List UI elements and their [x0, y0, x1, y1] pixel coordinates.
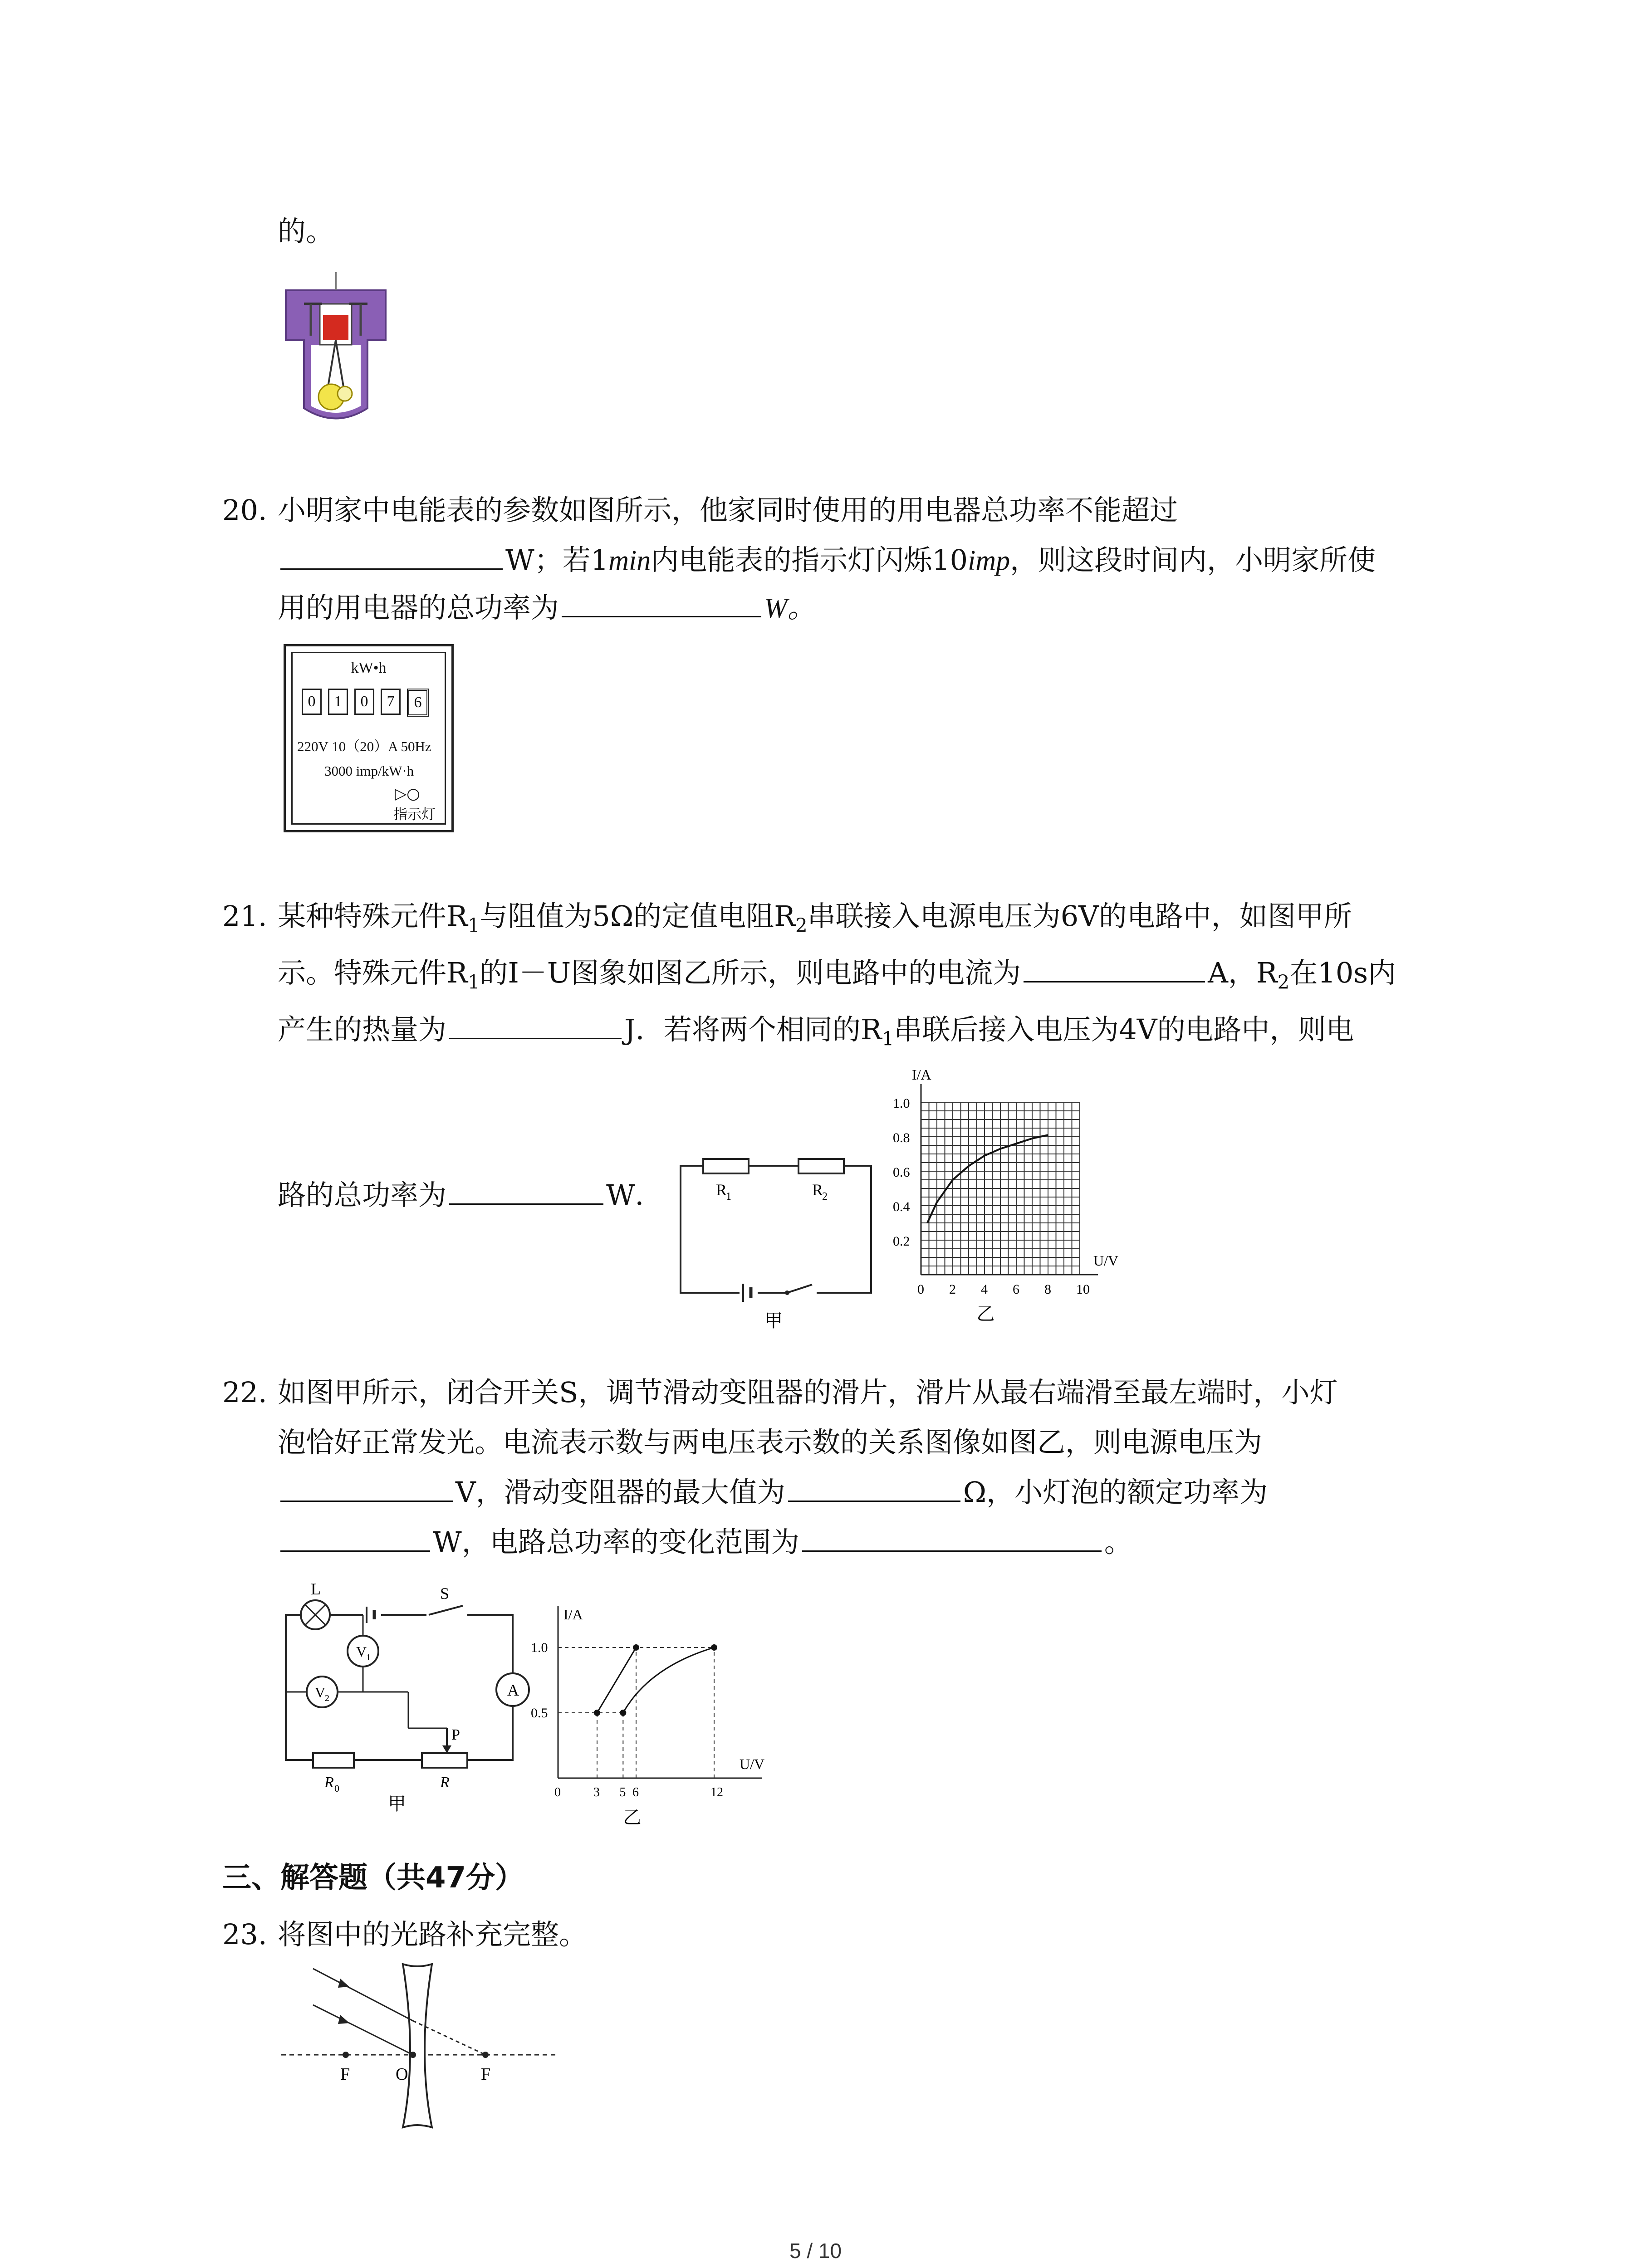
lamp-label: L [311, 1580, 321, 1598]
focus-right [482, 2052, 489, 2058]
q20-line2-b: 内电能表的指示灯闪烁10 [651, 543, 968, 577]
meter-digit-last: 6 [407, 689, 429, 717]
q21-line3: 产生的热量为 J．若将两个相同的$R_1$串联后接入电压为4V的电路中，则电 [278, 1013, 1354, 1050]
q20-line2-a: W；若1 [505, 543, 609, 577]
q20-line2 [278, 542, 1376, 579]
svg-text:R: R [440, 1774, 450, 1791]
data-point [633, 1644, 639, 1651]
x-tick-label: 0 [917, 1282, 924, 1297]
meter-digit: 0 [302, 689, 322, 715]
slider-label: P [451, 1726, 460, 1743]
x-tick-label: 6 [632, 1785, 639, 1799]
switch-label: S [440, 1584, 450, 1603]
q23-text: 将图中的光路补充完整。 [278, 1918, 588, 1951]
svg-text:1: 1 [726, 1191, 731, 1202]
x-tick-label: 4 [981, 1282, 988, 1297]
q22-iu-graph [531, 1583, 785, 1828]
v2-curve [623, 1647, 714, 1713]
engine-stroke-figure [277, 272, 395, 435]
data-point [594, 1710, 600, 1716]
data-point [711, 1644, 717, 1651]
q21-line4: 路的总功率为 W． [278, 1178, 663, 1212]
r1-resistor [703, 1159, 749, 1173]
y-tick-label: 0.2 [893, 1234, 910, 1249]
x-tick-label: 5 [619, 1785, 626, 1799]
q22-line3: V，滑动变阻器的最大值为 Ω，小灯泡的额定功率为 [278, 1474, 1268, 1510]
q22-blank-2[interactable] [788, 1497, 960, 1502]
q22-blank-3[interactable] [280, 1547, 430, 1552]
q21-yi-caption: 乙 [976, 1304, 995, 1325]
r1-label: R [716, 1181, 727, 1199]
q22-line2: 泡恰好正常发光。电流表示数与两电压表示数的关系图像如图乙，则电源电压为 [278, 1426, 1263, 1459]
y-tick-label: 0.5 [531, 1706, 548, 1721]
svg-text:R: R [324, 1774, 334, 1791]
y-tick-label: 1.0 [531, 1640, 548, 1655]
q20-line2-min: min [608, 545, 651, 576]
meter-indicator-label: 指示灯 [393, 807, 436, 823]
meter-unit: kW•h [351, 660, 387, 676]
q20-blank-1[interactable] [280, 565, 503, 570]
q21-line1: 某种特殊元件$R_1$与阻值为5Ω的定值电阻$R_2$串联接入电源电压为6V的电路中，如图甲所 [278, 899, 1352, 937]
y-axis-label: I/A [912, 1066, 931, 1083]
q22-circuit-jia [272, 1579, 526, 1814]
r2-resistor [798, 1159, 844, 1173]
page-number: 5 / 10 [789, 2239, 842, 2263]
meter-digit: 1 [328, 689, 348, 715]
optical-center [410, 2052, 416, 2058]
y-tick-label: 0.8 [893, 1130, 910, 1145]
y-tick-label: 1.0 [893, 1096, 910, 1111]
q21-line2: 示。特殊元件$R_1$的I－U图象如图乙所示，则电路中的电流为 A，$R_2$在10s内 [278, 956, 1396, 993]
meter-digits [302, 689, 429, 717]
q23-number: 23. [222, 1918, 267, 1951]
previous-question-tail: 的。 [278, 215, 334, 248]
electric-meter [284, 644, 454, 832]
x-tick-label: 3 [593, 1785, 600, 1799]
f-left-label: F [340, 2065, 350, 2084]
q21-number: 21. [222, 899, 267, 933]
x-tick-label: 0 [554, 1785, 561, 1799]
meter-constant: 3000 imp/kW·h [324, 763, 414, 779]
svg-text:A: A [507, 1681, 519, 1699]
svg-text:2: 2 [325, 1693, 329, 1703]
q20-number: 20. [222, 494, 267, 527]
q21-circuit-jia [676, 1148, 876, 1329]
meter-digit: 7 [381, 689, 401, 715]
q20-line3: 用的用电器的总功率为 W。 [278, 591, 816, 624]
x-axis-label: U/V [1093, 1252, 1119, 1269]
q20-blank-2[interactable] [562, 612, 761, 617]
y-tick-label: 0.6 [893, 1165, 910, 1180]
q21-blank-2[interactable] [449, 1034, 622, 1039]
q20-line1: 小明家中电能表的参数如图所示，他家同时使用的用电器总功率不能超过 [278, 494, 1178, 527]
q22-number: 22. [222, 1376, 267, 1409]
q22-blank-1[interactable] [280, 1497, 453, 1502]
q22-line4: W，电路总功率的变化范围为 。 [278, 1524, 1132, 1560]
q23-lens-diagram [281, 1955, 563, 2136]
q21-blank-1[interactable] [1024, 978, 1205, 982]
x-tick-label: 6 [1013, 1282, 1019, 1297]
q20-line2-c: ，则这段时间内，小明家所使 [1010, 543, 1376, 577]
data-point [620, 1710, 626, 1716]
f-right-label: F [481, 2065, 491, 2084]
q22-jia-caption: 甲 [388, 1794, 406, 1814]
rheostat [422, 1753, 467, 1768]
r2-label: R [812, 1181, 823, 1199]
svg-text:2: 2 [822, 1191, 828, 1202]
q21-jia-caption: 甲 [764, 1310, 783, 1331]
svg-text:0: 0 [334, 1783, 339, 1794]
y-tick-label: 0.4 [893, 1199, 910, 1214]
q21-iu-graph [889, 1061, 1143, 1334]
meter-spec: 220V 10（20）A 50Hz [297, 738, 431, 754]
q20-line2-imp: imp [968, 545, 1010, 576]
v1-line [597, 1647, 636, 1713]
x-tick-label: 10 [1076, 1282, 1090, 1297]
svg-text:V: V [315, 1684, 326, 1701]
focus-left [343, 2052, 349, 2058]
x-tick-label: 8 [1044, 1282, 1051, 1297]
q21-blank-3[interactable] [449, 1200, 603, 1205]
o-label: O [396, 2065, 408, 2084]
svg-text:V: V [356, 1643, 367, 1660]
iu-curve [927, 1135, 1048, 1223]
section-3-heading: 三、解答题（共47分） [222, 1861, 524, 1895]
x-tick-label: 12 [710, 1785, 723, 1799]
concave-lens [403, 1964, 432, 2127]
indicator-symbol: ▷○ [395, 785, 420, 803]
r0-resistor [313, 1753, 354, 1768]
y-axis-label: I/A [563, 1606, 583, 1623]
q22-yi-caption: 乙 [623, 1807, 642, 1828]
svg-text:1: 1 [366, 1652, 371, 1662]
meter-digit: 0 [354, 689, 374, 715]
q22-blank-4[interactable] [802, 1547, 1102, 1552]
q22-line1: 如图甲所示，闭合开关S，调节滑动变阻器的滑片，滑片从最右端滑至最左端时，小灯 [278, 1376, 1338, 1409]
x-axis-label: U/V [740, 1756, 765, 1772]
x-tick-label: 2 [949, 1282, 956, 1297]
